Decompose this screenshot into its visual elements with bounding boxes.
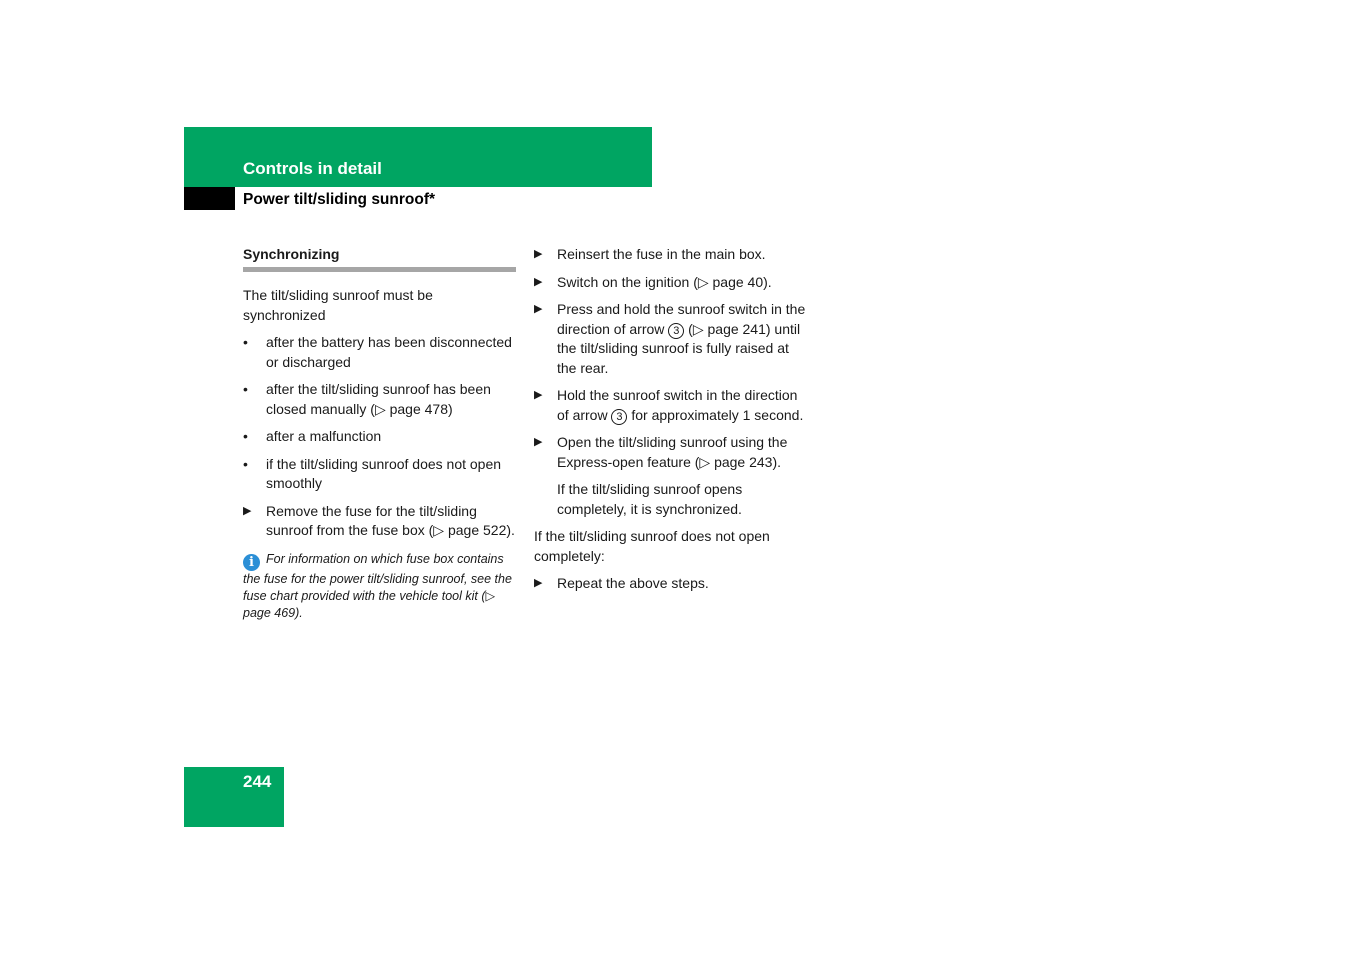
- chapter-title: Controls in detail: [243, 159, 382, 178]
- callout-number-icon: 3: [668, 323, 684, 339]
- step-arrow-icon: ▶: [534, 577, 543, 589]
- info-note: [243, 551, 516, 622]
- step-arrow-icon: ▶: [243, 504, 252, 517]
- step-ignition-on: ▶ Switch on the ignition (▷ page 40).: [534, 273, 809, 293]
- note-text: For information on which fuse box contains the fuse for the power tilt/sliding sunroof, see the fuse chart provided with the vehicle tool kit (▷ page 469).: [243, 551, 512, 620]
- step-express-open: ▶ Open the tilt/sliding sunroof using the Express-open feature (▷ page 243).: [534, 434, 788, 470]
- list-item: • after a malfunction: [243, 427, 516, 447]
- right-column: [534, 245, 809, 602]
- bullet-icon: •: [243, 455, 248, 472]
- list-item: • after the tilt/sliding sunroof has been closed manually (▷ page 478): [243, 381, 491, 417]
- bullet-icon: •: [243, 381, 248, 397]
- section-title: Power tilt/sliding sunroof*: [243, 191, 436, 208]
- step-arrow-icon: ▶: [534, 436, 543, 448]
- subheading: Synchronizing: [243, 246, 340, 262]
- callout-number-icon: 3: [611, 409, 627, 425]
- step-press-hold: ▶ Press and hold the sunroof switch in the direction of arrow 3 (▷ page 241) until the tilt/sliding sunroof is fully raised at the rear.: [534, 301, 806, 376]
- page-number: 244: [243, 772, 272, 791]
- bullet-icon: •: [243, 334, 248, 350]
- step-arrow-icon: ▶: [534, 248, 543, 260]
- result-text: If the tilt/sliding sunroof opens completely, it is synchronized.: [557, 481, 743, 517]
- step-remove-fuse: ▶ Remove the fuse for the tilt/sliding sunroof from the fuse box (▷ page 522).: [243, 502, 515, 538]
- step-repeat: ▶ Repeat the above steps.: [534, 574, 809, 594]
- step-hold-switch: ▶ Hold the sunroof switch in the direction of arrow 3 for approximately 1 second.: [534, 387, 804, 423]
- list-item: • after the battery has been disconnected or discharged: [243, 334, 512, 370]
- step-arrow-icon: ▶: [534, 389, 543, 401]
- bullet-icon: •: [243, 428, 248, 444]
- section-tab-marker: [184, 187, 235, 210]
- step-arrow-icon: ▶: [534, 275, 543, 288]
- condition-text: If the tilt/sliding sunroof does not open completely:: [534, 528, 770, 564]
- left-column: [243, 245, 516, 622]
- step-arrow-icon: ▶: [534, 303, 543, 315]
- step-reinsert-fuse: ▶ Reinsert the fuse in the main box.: [534, 245, 809, 265]
- info-icon: i: [243, 554, 260, 571]
- intro-text: The tilt/sliding sunroof must be synchronized: [243, 287, 433, 323]
- list-item: • if the tilt/sliding sunroof does not open smoothly: [243, 455, 502, 491]
- subheading-rule: [243, 267, 516, 272]
